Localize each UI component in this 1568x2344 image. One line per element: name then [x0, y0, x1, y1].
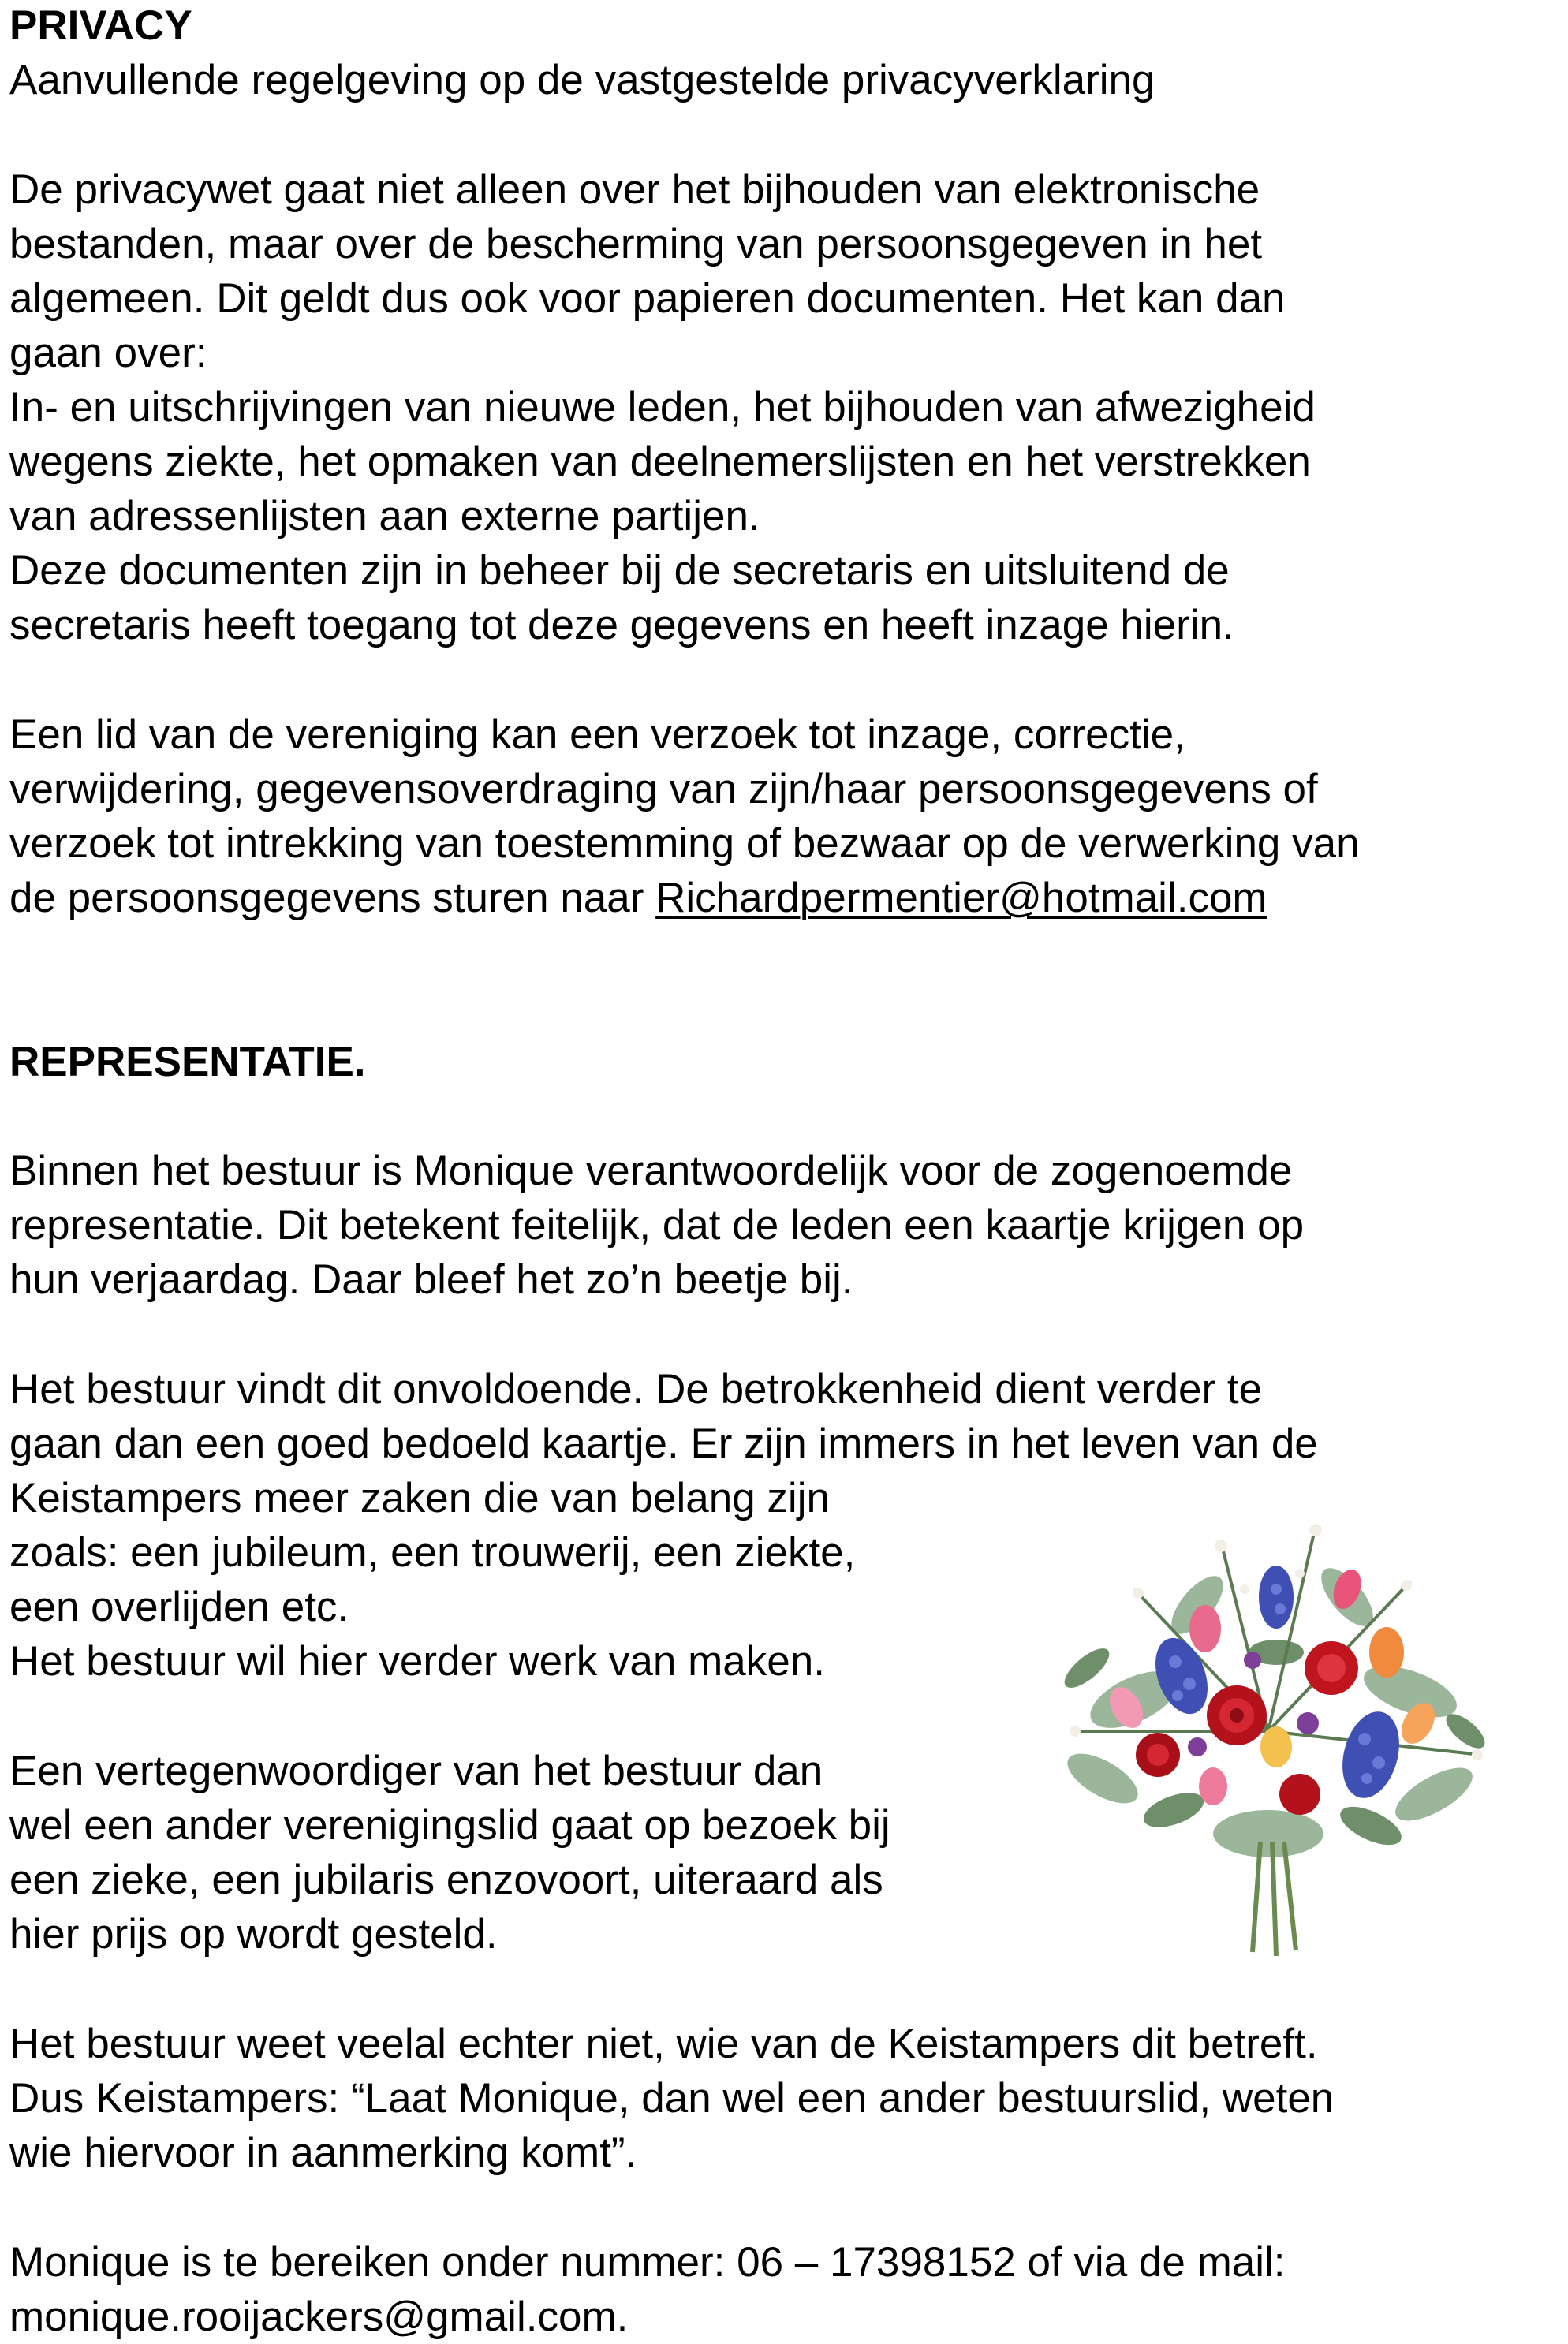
privacy-p1-line: De privacywet gaat niet alleen over het bijhouden van elektronische [9, 166, 1260, 213]
representatie-p2-line: Het bestuur vindt dit onvoldoende. De betrokkenheid dient verder te [9, 1366, 1263, 1413]
privacy-p1-line: bestanden, maar over de bescherming van persoonsgegeven in het [9, 221, 1263, 267]
representatie-p5-line: monique.rooijackers@gmail.com. [9, 2294, 629, 2340]
representatie-p4-line: Het bestuur weet veelal echter niet, wie van de Keistampers dit betreft. [9, 2021, 1318, 2067]
representatie-heading: REPRESENTATIE. [9, 1039, 366, 1085]
privacy-p2-line: Een lid van de vereniging kan een verzoek tot inzage, correctie, [9, 711, 1185, 758]
representatie-p4-line: wie hiervoor in aanmerking komt”. [9, 2129, 637, 2176]
representatie-p2-line: zoals: een jubileum, een trouwerij, een ziekte, [9, 1529, 856, 1576]
privacy-p1-line: secretaris heeft toegang tot deze gegevens en heeft inzage hierin. [9, 602, 1234, 648]
representatie-p4-line: Dus Keistampers: “Laat Monique, dan wel een ander bestuurslid, weten [9, 2075, 1335, 2122]
privacy-p1-line: algemeen. Dit geldt dus ook voor papieren documenten. Het kan dan [9, 275, 1286, 322]
privacy-contact-email-link[interactable]: Richardpermentier@hotmail.com [655, 875, 1267, 921]
privacy-subtitle: Aanvullende regelgeving op de vastgestelde privacyverklaring [9, 57, 1155, 103]
flower-bouquet-icon [1040, 1495, 1497, 1960]
privacy-p1-line: van adressenlijsten aan externe partijen. [9, 493, 760, 539]
privacy-heading: PRIVACY [9, 2, 192, 49]
representatie-p2-line: Het bestuur wil hier verder werk van maken. [9, 1638, 825, 1685]
privacy-p2-line-with-email [9, 871, 1267, 925]
representatie-p3-line: wel een ander verenigingslid gaat op bezoek bij [9, 1802, 890, 1849]
representatie-p2-line: gaan dan een goed bedoeld kaartje. Er zijn immers in het leven van de [9, 1420, 1318, 1467]
representatie-p3-line: hier prijs op wordt gesteld. [9, 1911, 498, 1958]
representatie-p2-line: een overlijden etc. [9, 1584, 349, 1630]
privacy-p2-line: verwijdering, gegevensoverdraging van zijn/haar persoonsgegevens of [9, 766, 1318, 812]
privacy-p2-text: de persoonsgegevens sturen naar [9, 875, 656, 921]
representatie-p1-line: hun verjaardag. Daar bleef het zo’n beetje bij. [9, 1256, 853, 1303]
privacy-p1-line: wegens ziekte, het opmaken van deelnemerslijsten en het verstrekken [9, 439, 1311, 485]
representatie-p5-line: Monique is te bereiken onder nummer: 06 – 17398152 of via de mail: [9, 2239, 1286, 2286]
privacy-p2-line: verzoek tot intrekking van toestemming of bezwaar op de verwerking van [9, 820, 1360, 867]
privacy-p1-line: gaan over: [9, 330, 207, 376]
representatie-p3-line: Een vertegenwoordiger van het bestuur dan [9, 1748, 823, 1794]
privacy-p1-line: In- en uitschrijvingen van nieuwe leden, het bijhouden van afwezigheid [9, 384, 1316, 431]
representatie-p1-line: representatie. Dit betekent feitelijk, dat de leden een kaartje krijgen op [9, 1202, 1305, 1249]
representatie-p3-line: een zieke, een jubilaris enzovoort, uiteraard als [9, 1857, 883, 1903]
privacy-p1-line: Deze documenten zijn in beheer bij de secretaris en uitsluitend de [9, 547, 1230, 594]
representatie-p1-line: Binnen het bestuur is Monique verantwoordelijk voor de zogenoemde [9, 1148, 1293, 1194]
representatie-p2-line: Keistampers meer zaken die van belang zijn [9, 1475, 830, 1521]
